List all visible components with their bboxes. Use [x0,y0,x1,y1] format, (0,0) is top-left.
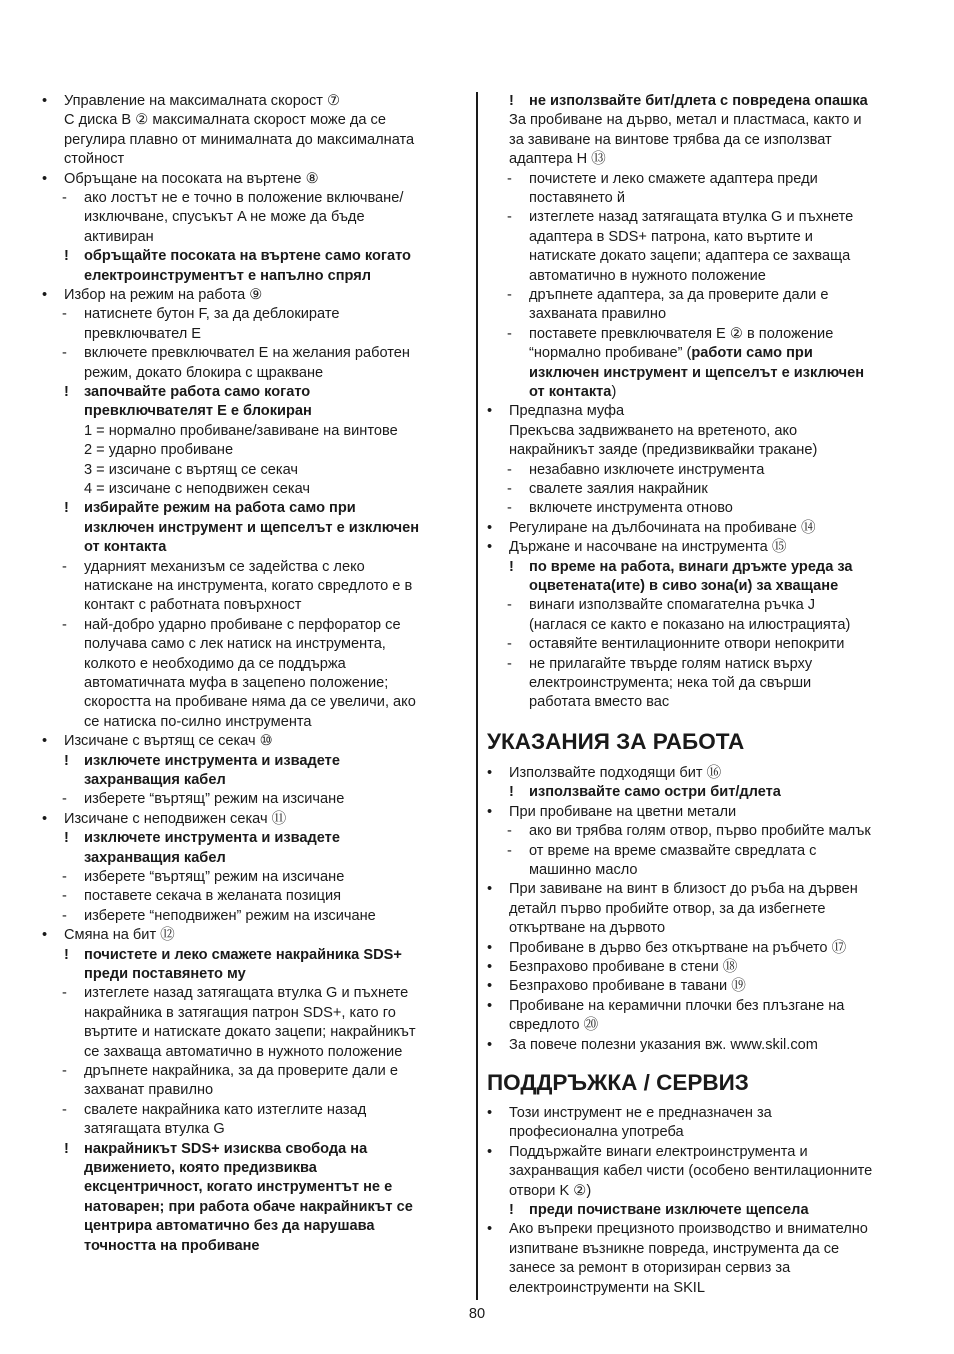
dash-marker: - [62,1063,67,1079]
line-text: Пробиване на керамични плочки без плъзгане на [509,997,845,1014]
line-text: натискане на инструмента, когато свредлото е в [84,578,413,594]
dash-marker: - [507,500,512,517]
line-text: адаптера в SDS+ патрона, като въртите и [529,228,813,245]
line-text: Предпазна муфа [509,403,625,420]
line-text: ако ви трябва голям отвор, първо пробийте малък [529,823,871,840]
line-text: дръпнете адаптера, за да проверите дали е [529,287,829,303]
line-text: накрайникът SDS+ изисква свобода на [84,1140,368,1157]
dash-marker: - [507,636,512,653]
line-text: накрайника в затягащия патрон SDS+, като го [84,1004,396,1021]
dash-marker: - [507,170,512,187]
dash-marker: - [62,907,67,924]
line-text: въртите и натискате докато зацепи; накрайникът [84,1024,416,1041]
bullet-marker: • [487,403,493,420]
line-text: автоматичната муфа в зацепено положение; [84,675,389,691]
warning-marker: ! [64,248,69,265]
line-text: електроинструмента; нека той да свърши [529,675,812,691]
line-text: 2 = ударно пробиване [84,442,234,459]
line-text: Използвайте подходящи бит ⑯ [509,765,722,781]
line-text: 4 = изсичане с неподвижен секач [84,481,310,497]
line-text: колкото е необходимо да се поддържа [84,655,346,672]
line-text: захранващия кабел чисти (особено вентилационните [509,1163,873,1180]
bullet-marker: • [487,1143,493,1160]
dash-marker: - [62,616,67,633]
dash-marker: - [507,597,512,614]
line-text: Регулиране на дълбочината на пробиване ⑭ [509,519,816,536]
bold-text: работи само при [691,345,813,362]
dash-marker: - [507,842,512,859]
line-text: превключвателят E е блокиран [84,403,312,420]
line-text: Изсичане с неподвижен секач ⑪ [64,810,287,827]
line-text: 1 = нормално пробиване/завиване на винтове [84,422,398,439]
dash-marker: - [62,869,67,885]
line-text: свредлото ⑳ [509,1017,599,1034]
line-text: изпитване възникне повреда, инструмента да се [509,1240,840,1257]
line-text: преди поставянето му [84,966,246,982]
bullet-marker: • [487,539,493,556]
line-text: активиран [84,228,154,245]
line-text: превключвател E [84,325,202,342]
line-text: регулира плавно от минималната до максималната [64,131,415,148]
dash-marker: - [507,325,512,342]
line-text: За повече полезни указания вж. www.skil.com [509,1036,818,1053]
bullet-marker: • [42,93,48,109]
line-text: изтеглете назад затягащата втулка G и пъхнете [84,985,409,1002]
line-text: натискате докато зацепи; адаптера се захваща [529,248,851,265]
line-text: Изсичане с въртящ се секач ⑩ [64,733,273,750]
line-text: дръпнете накрайника, за да проверите дали е [84,1063,398,1079]
bullet-marker: • [487,939,493,956]
line-text: за завиване на винтове трябва да се използват [509,131,832,148]
line-text: натиснете бутон F, за да деблокирате [84,306,340,323]
dash-marker: - [507,481,512,497]
line-text: отвори K ②) [509,1182,592,1199]
line-text: (наглася се както е показано на илюстрацията) [529,616,851,633]
line-text: свалете накрайника като изтеглите назад [84,1101,367,1118]
line-text: изтеглете назад затягащата втулка G и пъхнете [529,209,854,226]
bullet-marker: • [487,1036,493,1053]
line-text: натоварен; при работа обаче накрайникът се [84,1198,413,1215]
line-text: Обръщане на посоката на въртене ⑧ [64,170,319,187]
section-heading: УКАЗАНИЯ ЗА РАБОТА [487,729,745,754]
line-text: изберете “въртящ” режим на изсичане [84,791,345,808]
line-text: затягащата втулка G [84,1121,225,1138]
line-text: откъртване на дървото [509,920,666,937]
line-text: движението, която предизвиква [84,1160,317,1176]
line-text: За пробиване на дърво, метал и пластмаса, както и [509,112,862,129]
line-text: Пробиване в дърво без откъртване на ръбчето ⑰ [509,939,847,956]
line-text: включете превключвател E на желания работен [84,345,410,362]
bullet-marker: • [42,733,48,750]
line-text: включете инструмента отново [529,500,733,517]
bullet-marker: • [487,1221,493,1238]
section-heading: ПОДДРЪЖКА / СЕРВИЗ [487,1070,749,1095]
line-text: винаги използвайте спомагателна ръчка J [529,597,816,614]
bullet-marker: • [487,765,493,781]
bullet-marker: • [487,803,493,820]
line-text: изключен инструмент и щепселът е изключен [84,519,420,536]
line-text: При завиване на винт в близост до ръба на дървен [509,881,858,898]
dash-marker: - [507,287,512,303]
line-text: започвайте работа само когато [84,384,311,400]
line-text: не прилагайте твърде голям натиск върху [529,655,813,672]
line-text: се захваща автоматично в нужното положение [84,1043,403,1060]
line-text: 3 = изсичане с въртящ се секач [84,461,298,478]
line-text: скоростта на пробиване няма да се увеличи, ако [84,694,416,711]
warning-marker: ! [64,752,69,769]
line-text: ударният механизъм се задейства с леко [84,558,365,575]
line-text: професионална употреба [509,1124,684,1141]
warning-marker: ! [64,500,69,517]
line-text: обръщайте посоката на въртене само когато [84,248,411,265]
warning-marker: ! [64,1140,69,1157]
line-text: оставяйте вентилационните отвори непокрити [529,636,845,653]
line-text: оцветената(ите) в сиво зона(и) за хващане [529,578,839,594]
dash-marker: - [62,190,67,206]
warning-marker: ! [64,384,69,400]
line-text: Прекъсва задвижването на вретеното, ако [509,422,798,439]
line-text: точността на пробиване [84,1237,260,1254]
bullet-marker: • [42,287,48,303]
line-text: поставете секача в желаната позиция [84,888,342,905]
line-text: електроинструменти на SKIL [509,1279,705,1296]
line-text: С диска B ② максималната скорост може да се [64,112,386,129]
warning-marker: ! [64,830,69,847]
dash-marker: - [62,345,67,362]
line-text: изберете “неподвижен” режим на изсичане [84,907,376,924]
bullet-marker: • [487,519,493,536]
line-text: режим, докато блокира с щракване [84,364,324,381]
warning-marker: ! [509,784,514,801]
warning-marker: ! [64,946,69,963]
line-text: изключете инструмента и извадете [84,752,340,769]
line-text: избирайте режим на работа само при [84,500,356,517]
dash-marker: - [62,558,67,575]
line-text: по време на работа, винаги дръжте уреда за [529,558,853,575]
line-text: адаптера H ⑬ [509,151,606,168]
line-text: Избор на режим на работа ⑨ [64,287,263,303]
line-text: машинно масло [529,862,638,878]
dash-marker: - [62,791,67,808]
line-text: се натиска по-силно инструмента [84,713,312,730]
line-text: използвайте само остри бит/длета [529,784,781,801]
line-text: Безпрахово пробиване в стени ⑱ [509,959,738,975]
trailing-text: ) [611,384,617,400]
line-text: автоматично в нужното положение [529,267,766,284]
line-text: свалете заялия накрайник [529,481,708,497]
line-text: захваната правилно [529,306,667,323]
dash-marker: - [507,461,512,478]
bullet-marker: • [487,997,493,1014]
line-text: “нормално пробиване” ( [529,345,692,362]
line-text: захранващия кабел [84,772,226,788]
bullet-marker: • [487,1105,493,1121]
warning-marker: ! [509,93,514,109]
line-text: Смяна на бит ⑫ [64,927,175,944]
bullet-marker: • [42,170,48,187]
line-text: детайл първо пробийте отвор, за да избегнете [509,900,826,917]
bold-text: изключен инструмент и щепселът е изключен [529,364,865,381]
line-text: центрира автоматично без да нарушава [84,1218,375,1235]
line-text: захванат правилно [84,1082,214,1099]
line-text: Този инструмент не е предназначен за [509,1105,772,1121]
line-text: накрайникът заяде (предизвиквайки тракане) [509,442,818,459]
line-text: стойност [64,151,125,168]
line-text: Управление на максималната скорост ⑦ [64,93,341,109]
dash-marker: - [507,209,512,226]
line-text: поставете превключвателя E ② в положение [529,325,834,342]
line-text: електроинструментът е напълно спрял [84,267,372,284]
line-text: от контакта [84,539,167,556]
line-text: Поддържайте винаги електроинструмента и [509,1143,808,1160]
dash-marker: - [62,888,67,905]
column-divider [476,92,478,1300]
warning-marker: ! [509,1202,514,1218]
line-text: изключете инструмента и извадете [84,830,340,847]
dash-marker: - [507,823,512,840]
bullet-marker: • [42,927,48,944]
line-text: изключване, спусъкът A не може да бъде [84,209,365,226]
line-text: почистете и леко смажете адаптера преди [529,170,818,187]
dash-marker: - [62,306,67,323]
line-text: Ако въпреки прецизното производство и внимателно [509,1221,868,1238]
line-text: получава само с лек натиск на инструмента, [84,636,386,653]
line-text: захранващия кабел [84,849,226,866]
line-text: поставянето й [529,190,625,206]
line-text: ако лостът не е точно в положение включване/ [84,190,404,206]
line-text: преди почистване изключете щепсела [529,1202,809,1218]
dash-marker: - [62,985,67,1002]
line-text: работата вместо вас [529,694,670,711]
bullet-marker: • [487,959,493,975]
line-text: незабавно изключете инструмента [529,461,765,478]
page-number: 80 [468,1306,486,1322]
dash-marker: - [62,1101,67,1118]
warning-marker: ! [509,558,514,575]
bullet-marker: • [42,810,48,827]
bullet-marker: • [487,881,493,898]
line-text: При пробиване на цветни метали [509,803,737,820]
bold-text: от контакта [529,384,612,400]
line-text: занесе за ремонт в оторизиран сервиз за [509,1260,791,1277]
line-text: изберете “въртящ” режим на изсичане [84,869,345,885]
line-text: най-добро ударно пробиване с перфоратор се [84,616,401,633]
line-text: почистете и леко смажете накрайника SDS+ [84,946,402,963]
line-text: от време на време смазвайте свредлата с [529,842,817,859]
line-text: контакт с работната повърхност [84,597,302,614]
dash-marker: - [507,655,512,672]
line-text: Безпрахово пробиване в тавани ⑲ [509,978,746,995]
line-text: ексцентричност, когато инструментът не е [84,1179,393,1196]
line-text: не използвайте бит/длета с повредена опашка [529,93,868,109]
bullet-marker: • [487,978,493,995]
line-text: Държане и насочване на инструмента ⑮ [509,539,787,556]
